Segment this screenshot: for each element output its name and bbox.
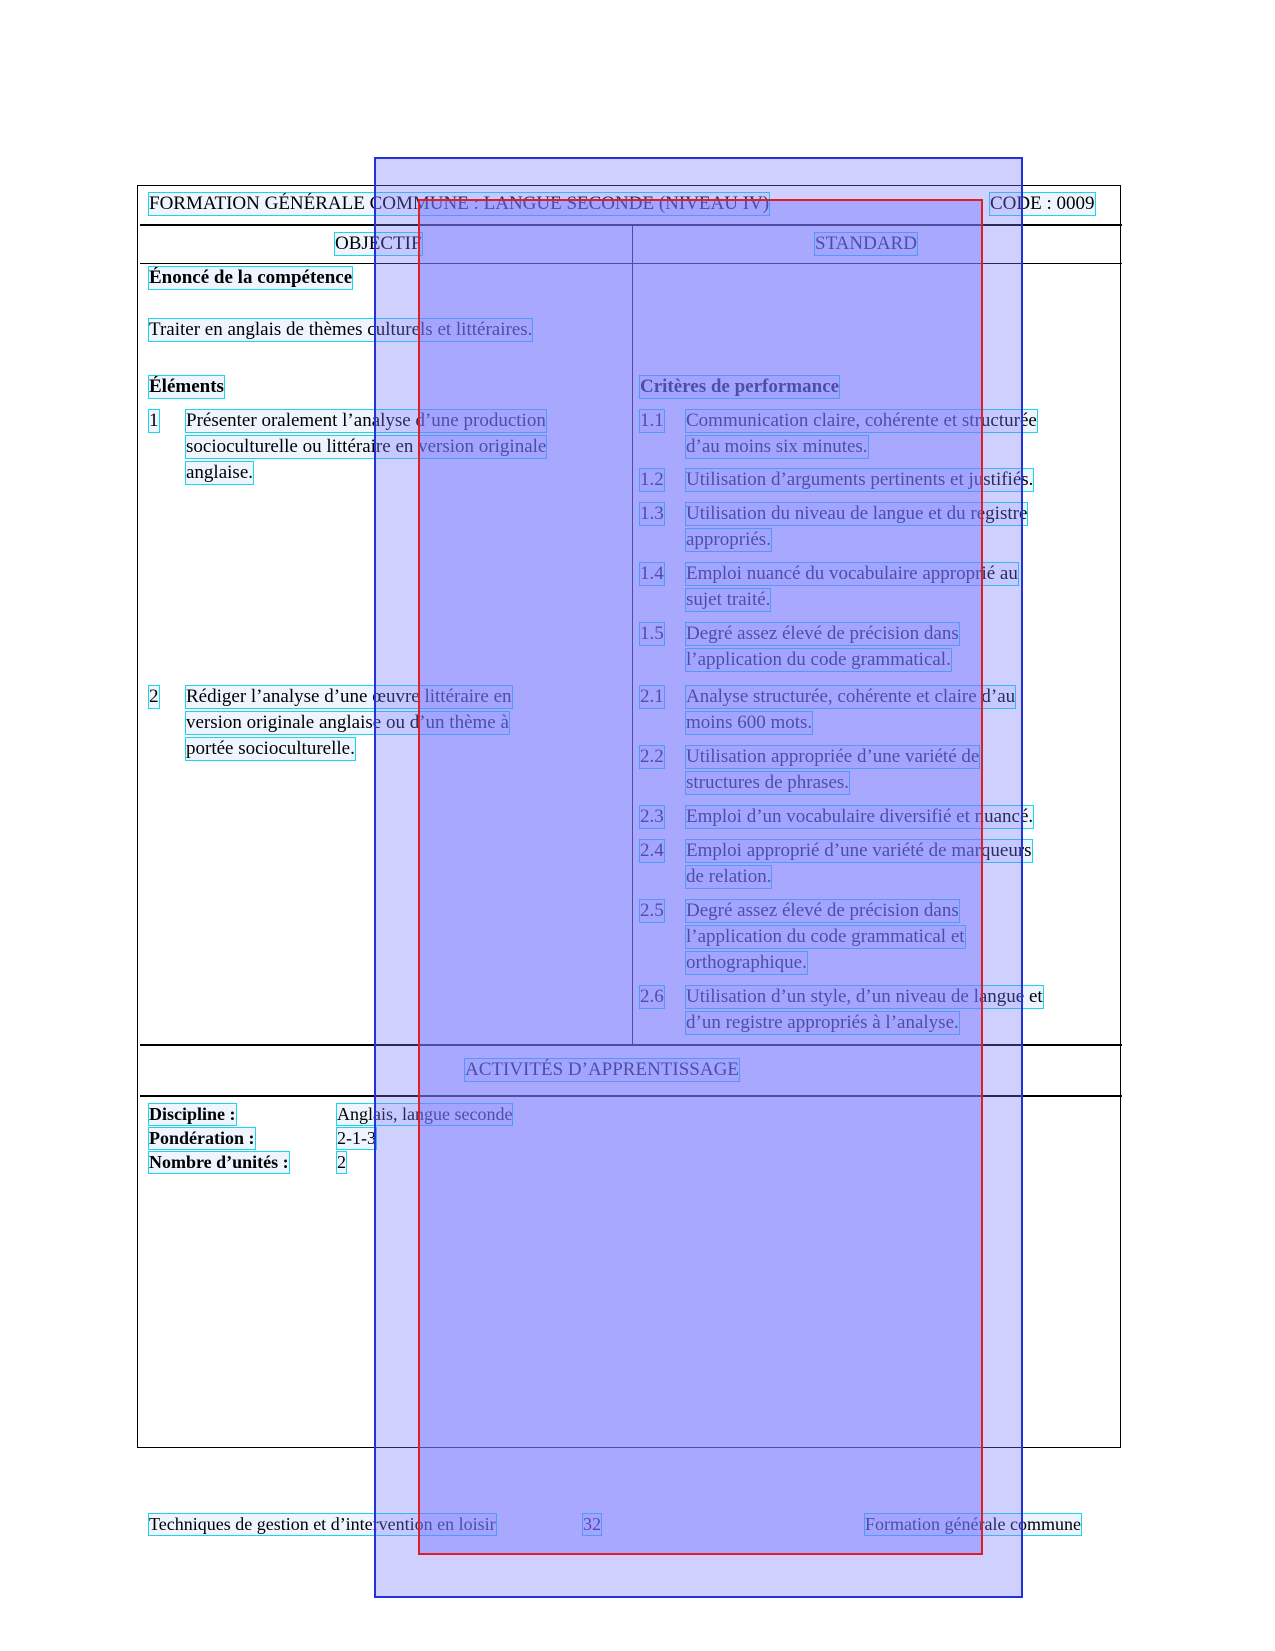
competence-text: Traiter en anglais de thèmes culturels et littéraires. [149,319,533,340]
criterion-line: Emploi d’un vocabulaire diversifié et nuancé. [686,806,1034,827]
criterion-line: Utilisation d’un style, d’un niveau de langue et [686,986,1043,1007]
criterion-line: de relation. [686,866,772,887]
criterion-number: 1.2 [640,469,664,490]
criterion-line: l’application du code grammatical. [686,649,951,670]
element-line: Rédiger l’analyse d’une œuvre littéraire en [186,686,512,707]
criterion-line: d’un registre appropriés à l’analyse. [686,1012,959,1033]
criterion-line: Utilisation d’arguments pertinents et justifiés. [686,469,1034,490]
activities-heading: ACTIVITÉS D’APPRENTISSAGE [465,1059,739,1080]
criterion-line: Utilisation appropriée d’une variété de [686,746,980,767]
element-line: socioculturelle ou littéraire en version originale [186,436,547,457]
criterion-line: Degré assez élevé de précision dans [686,900,959,921]
competence-heading: Énoncé de la compétence [149,267,353,288]
element-number: 1 [149,410,159,431]
footer-section: Formation générale commune [865,1514,1081,1534]
criterion-number: 1.5 [640,623,664,644]
criterion-number: 2.4 [640,840,664,861]
element-number: 2 [149,686,159,707]
frame-right [1120,185,1121,1448]
element-line: version originale anglaise ou d’un thème à [186,712,509,733]
criterion-line: structures de phrases. [686,772,850,793]
footer-program: Techniques de gestion et d’intervention en loisir [149,1514,496,1534]
activity-label: Pondération : [149,1128,255,1148]
course-code: CODE : 0009 [990,193,1095,214]
criteria-heading: Critères de performance [640,376,840,397]
criterion-line: moins 600 mots. [686,712,813,733]
activity-label: Nombre d’unités : [149,1152,289,1172]
criterion-line: d’au moins six minutes. [686,436,868,457]
column-heading-objectif: OBJECTIF [335,233,422,254]
criterion-number: 1.4 [640,563,664,584]
element-line: Présenter oralement l’analyse d’une production [186,410,546,431]
criterion-line: orthographique. [686,952,807,973]
criterion-number: 2.2 [640,746,664,767]
activity-label: Discipline : [149,1104,236,1124]
criterion-line: appropriés. [686,529,771,550]
activity-value: 2-1-3 [337,1128,376,1148]
element-line: portée socioculturelle. [186,738,355,759]
frame-left [137,185,138,1448]
criterion-line: Degré assez élevé de précision dans [686,623,959,644]
criterion-number: 2.5 [640,900,664,921]
column-heading-standard: STANDARD [815,233,917,254]
element-line: anglaise. [186,462,254,483]
document-title: FORMATION GÉNÉRALE COMMUNE : LANGUE SECONDE (NIVEAU IV) [149,193,770,214]
criterion-line: Communication claire, cohérente et structurée [686,410,1037,431]
criterion-line: l’application du code grammatical et [686,926,965,947]
criterion-line: Analyse structurée, cohérente et claire d’au [686,686,1016,707]
criterion-number: 2.1 [640,686,664,707]
footer-page-number: 32 [583,1514,601,1534]
criterion-number: 2.6 [640,986,664,1007]
criterion-line: Emploi nuancé du vocabulaire approprié au [686,563,1018,584]
elements-heading: Éléments [149,376,224,397]
criterion-number: 2.3 [640,806,664,827]
criterion-number: 1.1 [640,410,664,431]
criterion-line: Emploi approprié d’une variété de marqueurs [686,840,1032,861]
criterion-number: 1.3 [640,503,664,524]
activity-value: Anglais, langue seconde [337,1104,513,1124]
criterion-line: sujet traité. [686,589,771,610]
selection-highlight [418,199,983,1555]
activity-value: 2 [337,1152,346,1172]
criterion-line: Utilisation du niveau de langue et du registre [686,503,1028,524]
